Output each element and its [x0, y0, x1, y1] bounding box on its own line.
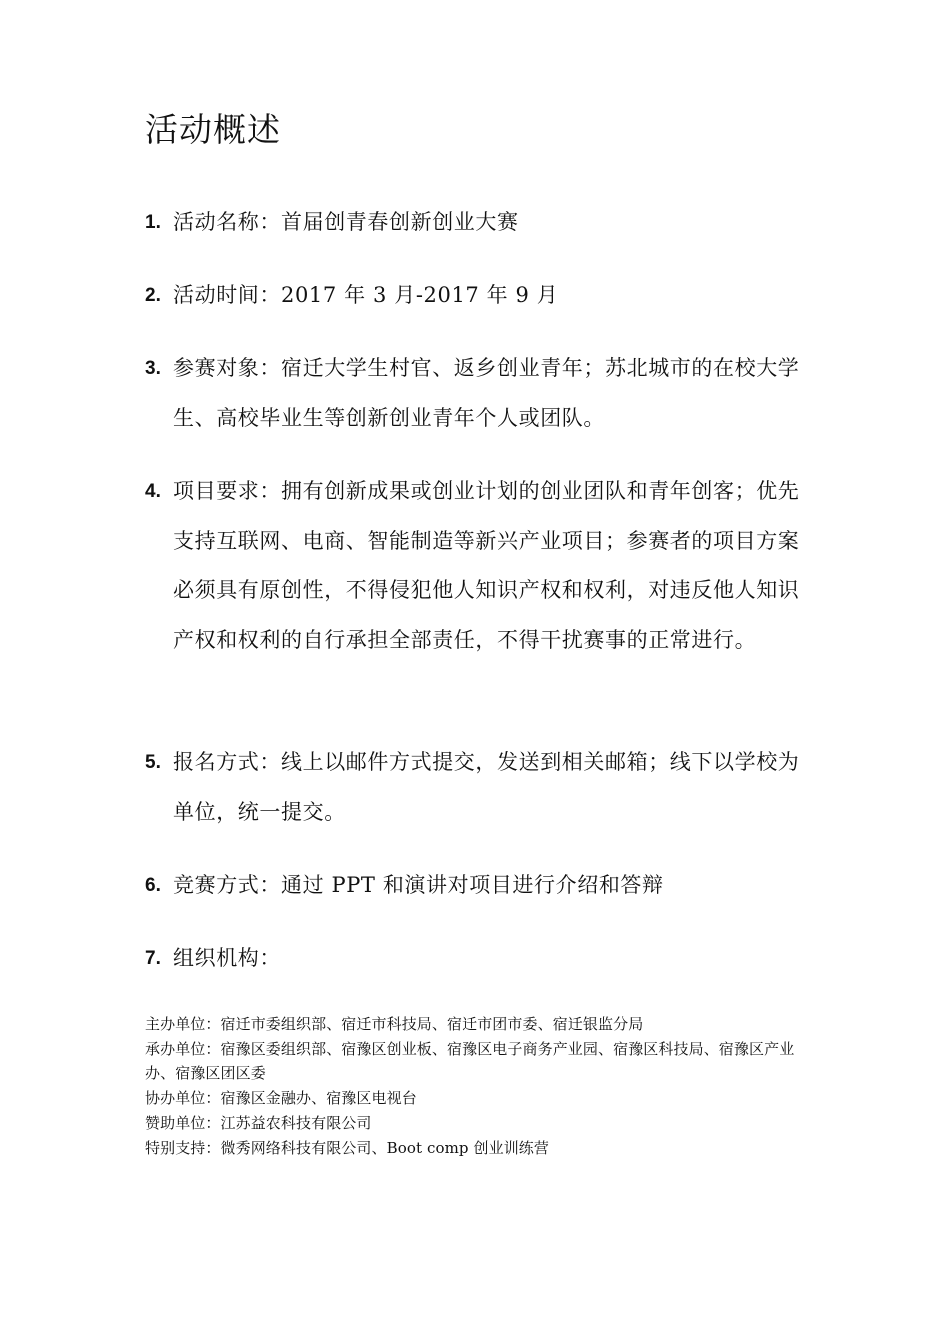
list-item-2 — [145, 271, 815, 321]
list-item-text: 活动时间：2017 年 3 月-2017 年 9 月 — [173, 283, 559, 307]
list-item-number: 6. — [145, 875, 161, 896]
list-item-text: 项目要求：拥有创新成果或创业计划的创业团队和青年创客；优先支持互联网、电商、智能制造等新兴产业项目；参赛者的项目方案必须具有原创性，不得侵犯他人知识产权和权利，对违反他人知识产权和权利的自行承担全部责任，不得干扰赛事的正常进行。 — [173, 479, 800, 652]
organizer-units: 承办单位：宿豫区委组织部、宿豫区创业板、宿豫区电子商务产业园、宿豫区科技局、宿豫区产业办、宿豫区团区委 — [145, 1039, 795, 1083]
list-item-3 — [145, 344, 815, 443]
organization-block — [145, 1012, 815, 1160]
page-title: 活动概述 — [145, 110, 281, 149]
list-item-number: 5. — [145, 752, 161, 773]
list-item-number: 7. — [145, 948, 161, 969]
co-organizer-units: 协办单位：宿豫区金融办、宿豫区电视台 — [145, 1089, 417, 1108]
list-item-number: 2. — [145, 285, 161, 306]
list-item-7 — [145, 934, 815, 984]
list-item-text: 参赛对象：宿迁大学生村官、返乡创业青年；苏北城市的在校大学生、高校毕业生等创新创业青年个人或团队。 — [173, 356, 800, 430]
list-item-1 — [145, 198, 815, 248]
list-item-4 — [145, 467, 815, 665]
list-item-text: 报名方式：线上以邮件方式提交，发送到相关邮箱；线下以学校为单位，统一提交。 — [173, 750, 800, 824]
list-item-text: 竞赛方式：通过 PPT 和演讲对项目进行介绍和答辩 — [173, 873, 664, 897]
list-item-text: 活动名称：首届创青春创新创业大赛 — [173, 210, 519, 234]
list-item-number: 3. — [145, 358, 161, 379]
list-item-number: 1. — [145, 212, 161, 233]
list-item-5 — [145, 738, 815, 837]
list-item-number: 4. — [145, 481, 161, 502]
host-units: 主办单位：宿迁市委组织部、宿迁市科技局、宿迁市团市委、宿迁银监分局 — [145, 1015, 644, 1033]
sponsor-units: 赞助单位：江苏益农科技有限公司 — [145, 1113, 372, 1132]
special-support: 特别支持：微秀网络科技有限公司、Boot comp 创业训练营 — [145, 1138, 550, 1157]
list-item-6 — [145, 861, 815, 911]
list-item-text: 组织机构： — [173, 946, 281, 970]
